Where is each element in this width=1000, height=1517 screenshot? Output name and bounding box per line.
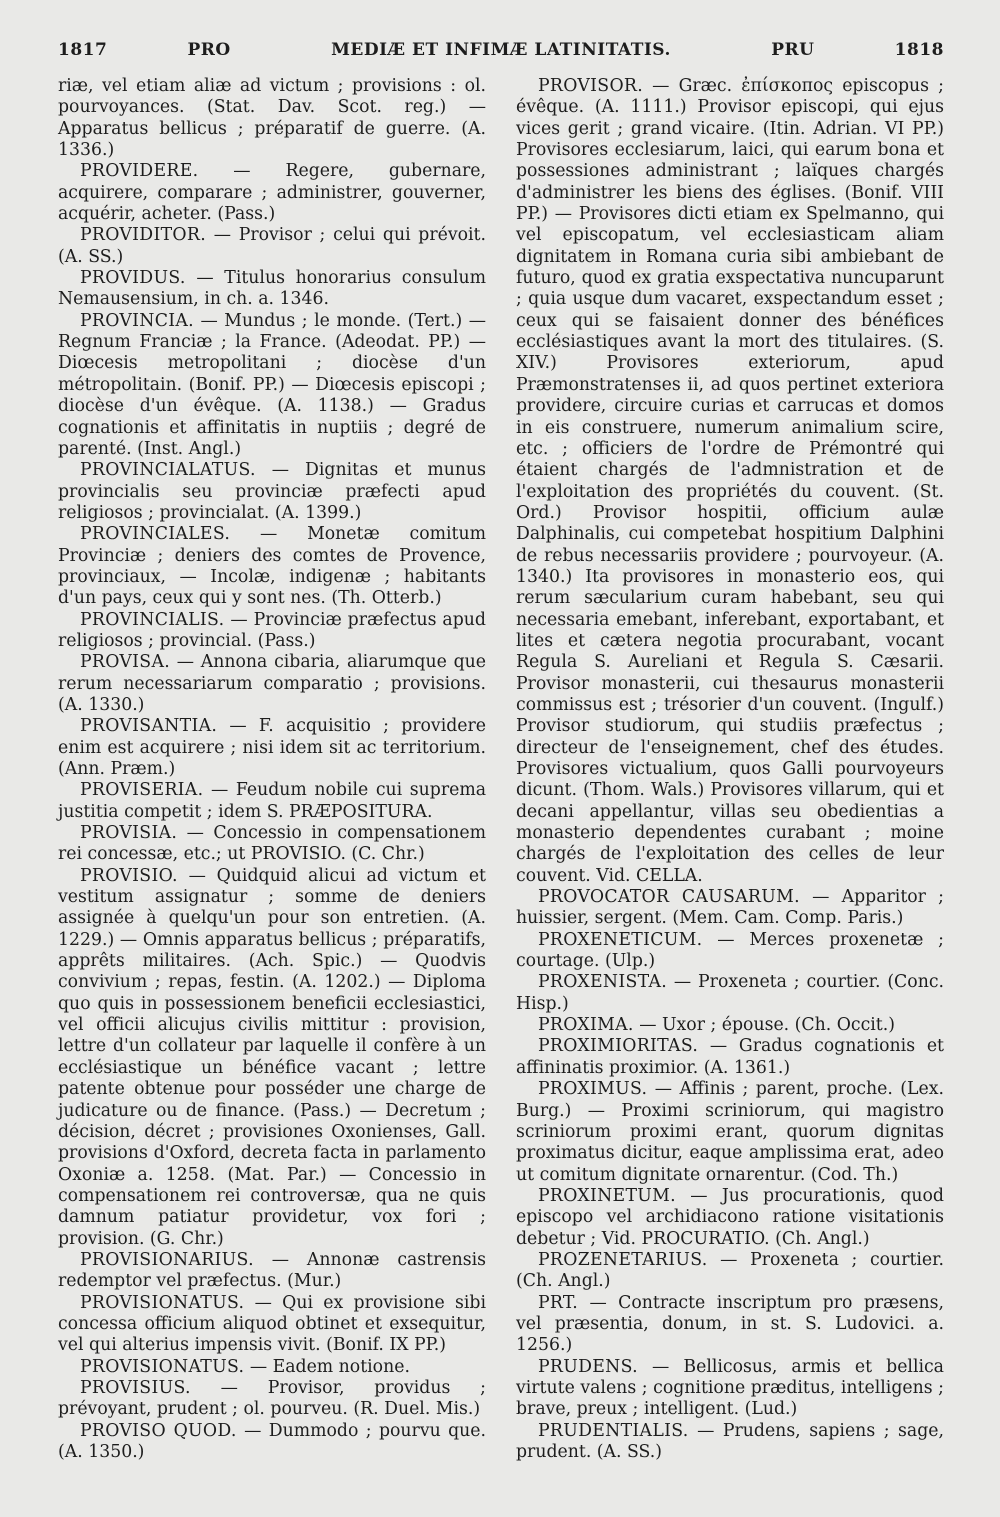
entry-definition: — Jus procurationis, quod episcopo vel archidiacono ratione visitationis debetur ; Vid. PROCURATIO. (Ch. Angl.): [516, 1185, 944, 1249]
entry-headword: PROXIMUS.: [538, 1079, 648, 1100]
dictionary-entry: [58, 1293, 486, 1357]
entry-definition: — Proxeneta ; courtier. (Conc. Hisp.): [516, 972, 944, 1014]
dictionary-entry: [58, 460, 486, 524]
entry-definition: — F. acquisitio ; providere enim est acquirere ; nisi idem sit ac territorium. (Ann. Præm.): [58, 716, 486, 779]
entry-definition: — Qui ex provisione sibi concessa officium aliquod obtinet et exsequitur, vel qui alterius impensis vivit. (Bonif. IX PP.): [58, 1292, 486, 1356]
dictionary-entry: [58, 1378, 486, 1421]
dictionary-entry: [516, 1015, 944, 1036]
entry-definition: riæ, vel etiam aliæ ad victum ; provisions : ol. pourvoyances. (Stat. Dav. Scot. reg.) — Apparatus bellicus ; préparatif de guerre. (A. 1336.): [58, 76, 486, 161]
entry-definition: — Græc. ἐπίσκοπος episcopus ; évêque. (A. 1111.) Provisor episcopi, qui ejus vices gerit ; grand vicaire. (Itin. Adrian. VI PP.) Provisores ecclesiarum, laici, qui earum bona et possessiones administrant ; laïques chargés d'administrer les biens des églises. (Bonif. VIII PP.) — Provisores dicti etiam ex Spelmanno, qui vel episcopatum, vel ecclesiasticam aliam dignitatem in Romana curia sibi ambiebant de futuro, quod ex gratia exspectativa nuncuparunt ; quia usque dum vacaret, exspectandum esset ; ceux qui se faisaient donner des bénéfices ecclésiastiques avant la mort des titulaires. (S. XIV.) Provisores exteriorum, apud Præmonstratenses ii, ad quos pertinet exteriora providere, circuire curias et carrucas et domos in eis construere, numerum animalium scire, etc. ; officiers de l'ordre de Prémontré qui étaient chargés de l'admnistration et de l'exploitation des propriétés du couvent. (St. Ord.) Provisor hospitii, officium aulæ Dalphinalis, cui competebat hospitium Dalphini de rebus necessariis providere ; pourvoyeur. (A. 1340.) Ita provisores in monasterio eos, qui rerum sæcularium curam habebant, seu qui necessaria emebant, inferebant, exportabant, et lites et cætera negotia procurabant, vocant Regula S. Aureliani et Regula S. Cæsarii. Provisor monasterii, cui thesaurus monasterii commissus est ; trésorier d'un couvent. (Ingulf.) Provisor studiorum, qui studiis præfectus ; directeur de l'enseignement, chef des études. Provisores victualium, quos Galli pourvoyeurs dicunt. (Thom. Wals.) Provisores villarum, qui et decani appellantur, villas seu obedientias a monasterio dependentes curabant ; moine chargés de l'exploitation des celles de leur couvent. Vid. CELLA.: [516, 76, 944, 886]
entry-headword: PROXIMIORITAS.: [538, 1036, 699, 1057]
dictionary-entry: [516, 76, 944, 887]
entry-headword: PROVINCIALES.: [80, 524, 231, 545]
page-number-right: 1818: [894, 40, 944, 60]
dictionary-entry: [58, 161, 486, 225]
entry-headword: PROVISIUS.: [80, 1377, 191, 1398]
page-number-left: 1817: [58, 40, 108, 60]
entry-definition: — Contracte inscriptum pro præsens, vel præsentia, donum, in st. S. Ludovici. a. 1256.): [516, 1292, 944, 1356]
entry-headword: PROXIMA.: [538, 1015, 634, 1036]
section-code-left: PRO: [187, 40, 231, 60]
dictionary-entry: [516, 1357, 944, 1421]
entry-headword: PROXINETUM.: [538, 1185, 676, 1206]
entry-definition: — Titulus honorarius consulum Nemausensium, in ch. a. 1346.: [58, 268, 486, 310]
dictionary-entry: [58, 311, 486, 460]
entry-headword: PROVISIONARIUS.: [80, 1249, 254, 1270]
entry-headword: PROVOCATOR CAUSARUM.: [538, 887, 800, 908]
entry-definition: — Mundus ; le monde. (Tert.) — Regnum Franciæ ; la France. (Adeodat. PP.) — Diœcesis metropolitani ; diocèse d'un métropolitain. (Bonif. PP.) — Diœcesis episcopi ; diocèse d'un évêque. (A. 1138.) — Gradus cognationis et affinitatis in nuptiis ; degré de parenté. (Inst. Angl.): [58, 310, 486, 459]
dictionary-entry: [58, 866, 486, 1250]
dictionary-entry: [516, 930, 944, 973]
dictionary-entry: [58, 652, 486, 716]
entry-headword: PROVISIA.: [80, 823, 178, 844]
entry-headword: PROXENETICUM.: [538, 929, 703, 950]
running-title: MEDIÆ ET INFIMÆ LATINITATIS.: [331, 40, 671, 60]
dictionary-entry: [58, 823, 486, 866]
dictionary-entry: [58, 1421, 486, 1464]
entry-definition: — Apparitor ; huissier, sergent. (Mem. Cam. Comp. Paris.): [516, 887, 944, 929]
entry-definition: — Monetæ comitum Provinciæ ; deniers des comtes de Provence, provinciaux, — Incolæ, indigenæ ; habitants d'un pays, ceux qui y sont nes. (Th. Otterb.): [58, 524, 486, 609]
entry-definition: — Dummodo ; pourvu que. (A. 1350.): [58, 1420, 486, 1462]
entry-definition: — Concessio in compensationem rei concessæ, etc.; ut PROVISIO. (C. Chr.): [58, 823, 486, 865]
entry-definition: — Annonæ castrensis redemptor vel præfectus. (Mur.): [58, 1249, 486, 1292]
dictionary-entry: [516, 1036, 944, 1079]
section-code-right: PRU: [771, 40, 815, 60]
entry-headword: PROVIDERE.: [80, 161, 199, 182]
dictionary-entry: [516, 1079, 944, 1186]
entry-headword: PROVINCIALATUS.: [80, 460, 256, 481]
entry-headword: PROVIDUS.: [80, 268, 186, 289]
entry-headword: PROVISANTIA.: [80, 716, 218, 737]
entry-headword: PRT.: [538, 1292, 579, 1313]
entry-definition: — Prudens, sapiens ; sage, prudent. (A. SS.): [516, 1420, 944, 1462]
entry-headword: PROVISIONATUS.: [80, 1356, 245, 1377]
entry-definition: — Proxeneta ; courtier. (Ch. Angl.): [516, 1249, 945, 1292]
entry-headword: PROZENETARIUS.: [538, 1249, 708, 1270]
entry-headword: PRUDENS.: [538, 1356, 638, 1377]
dictionary-entry: [516, 1250, 944, 1293]
dictionary-entry: [58, 268, 486, 311]
dictionary-entry: [58, 716, 486, 780]
entry-definition: — Gradus cognationis et affininatis proximior. (A. 1361.): [516, 1036, 944, 1078]
entry-definition: — Bellicosus, armis et bellica virtute valens ; cognitione præditus, intelligens ; brave, preux ; intelligent. (Lud.): [516, 1356, 944, 1420]
entry-definition: — Annona cibaria, aliarumque que rerum necessariarum comparatio ; provisions. (A. 1330.): [58, 652, 486, 715]
dictionary-entry: [58, 1357, 486, 1378]
entry-definition: — Dignitas et munus provincialis seu provinciæ præfecti apud religiosos ; provincialat. (A. 1399.): [58, 460, 487, 523]
dictionary-entry: [58, 225, 486, 268]
entry-headword: PROVISERIA.: [80, 780, 204, 801]
text-columns: [58, 76, 944, 1463]
dictionary-entry: [58, 1250, 486, 1293]
dictionary-entry: [516, 1186, 944, 1250]
entry-definition: — Eadem notione.: [249, 1356, 410, 1377]
dictionary-entry: [58, 524, 486, 609]
right-column: [516, 76, 944, 1463]
entry-headword: PROVIDITOR.: [80, 225, 206, 246]
entry-headword: PRUDENTIALIS.: [538, 1420, 689, 1441]
entry-definition: — Quidquid alicui ad victum et vestitum assignatur ; somme de deniers assignée à quelqu'un pour son entretien. (A. 1229.) — Omnis apparatus bellicus ; préparatifs, apprêts militaires. (Ach. Spic.) — Quodvis convivium ; repas, festin. (A. 1202.) — Diploma quo quis in possessionem beneficii ecclesiastici, vel officii alicujus civilis mittitur : provision, lettre d'un collateur par laquelle il confère à un ecclésiastique un bénéfice vacant ; lettre patente obtenue pour posséder une charge de judicature ou de finance. (Pass.) — Decretum ; décision, décret ; provisiones Oxonienses, Gall. provisions d'Oxford, decreta facta in parlamento Oxoniæ a. 1258. (Mat. Par.) — Concessio in compensationem rei controversæ, qua ne quis damnum patiatur providetur, vox fori ; provision. (G. Chr.): [58, 865, 486, 1249]
dictionary-entry: [516, 887, 944, 930]
entry-definition: — Provisor, providus ; prévoyant, prudent ; ol. pourveu. (R. Duel. Mis.): [58, 1377, 486, 1420]
entry-headword: PROVISA.: [80, 652, 171, 673]
entry-headword: PROVINCIA.: [80, 310, 194, 331]
dictionary-entry: [516, 1293, 944, 1357]
entry-definition: — Uxor ; épouse. (Ch. Occit.): [639, 1015, 895, 1036]
dictionary-entry: [58, 76, 486, 161]
entry-definition: — Provisor ; celui qui prévoit. (A. SS.): [58, 225, 486, 267]
dictionary-entry: [516, 1421, 944, 1464]
entry-definition: — Feudum nobile cui suprema justitia competit ; idem S. PRÆPOSITURA.: [58, 780, 487, 822]
dictionary-entry: [58, 780, 486, 823]
page-header: [58, 40, 944, 68]
entry-definition: — Merces proxenetæ ; courtage. (Ulp.): [516, 929, 944, 972]
entry-definition: — Affinis ; parent, proche. (Lex. Burg.) — Proximi scriniorum, qui magistro scriniorum proximi erant, quorum dignitas proximatus dicitur, eaque amplissima erat, adeo ut comitum dignitate ornarentur. (Cod. Th.): [516, 1079, 944, 1185]
entry-headword: PROVISIO.: [80, 865, 178, 886]
entry-headword: PROVINCIALIS.: [80, 609, 225, 630]
dictionary-entry: [58, 610, 486, 653]
dictionary-entry: [516, 972, 944, 1015]
entry-headword: PROVISO QUOD.: [80, 1420, 237, 1441]
entry-definition: — Provinciæ præfectus apud religiosos ; provincial. (Pass.): [58, 609, 486, 651]
entry-headword: PROVISOR.: [538, 76, 644, 96]
entry-headword: PROVISIONATUS.: [80, 1292, 245, 1313]
entry-headword: PROXENISTA.: [538, 972, 668, 993]
entry-definition: — Regere, gubernare, acquirere, comparare ; administrer, gouverner, acquérir, acheter. (Pass.): [58, 161, 487, 225]
running-head: [107, 40, 894, 60]
left-column: [58, 76, 486, 1463]
